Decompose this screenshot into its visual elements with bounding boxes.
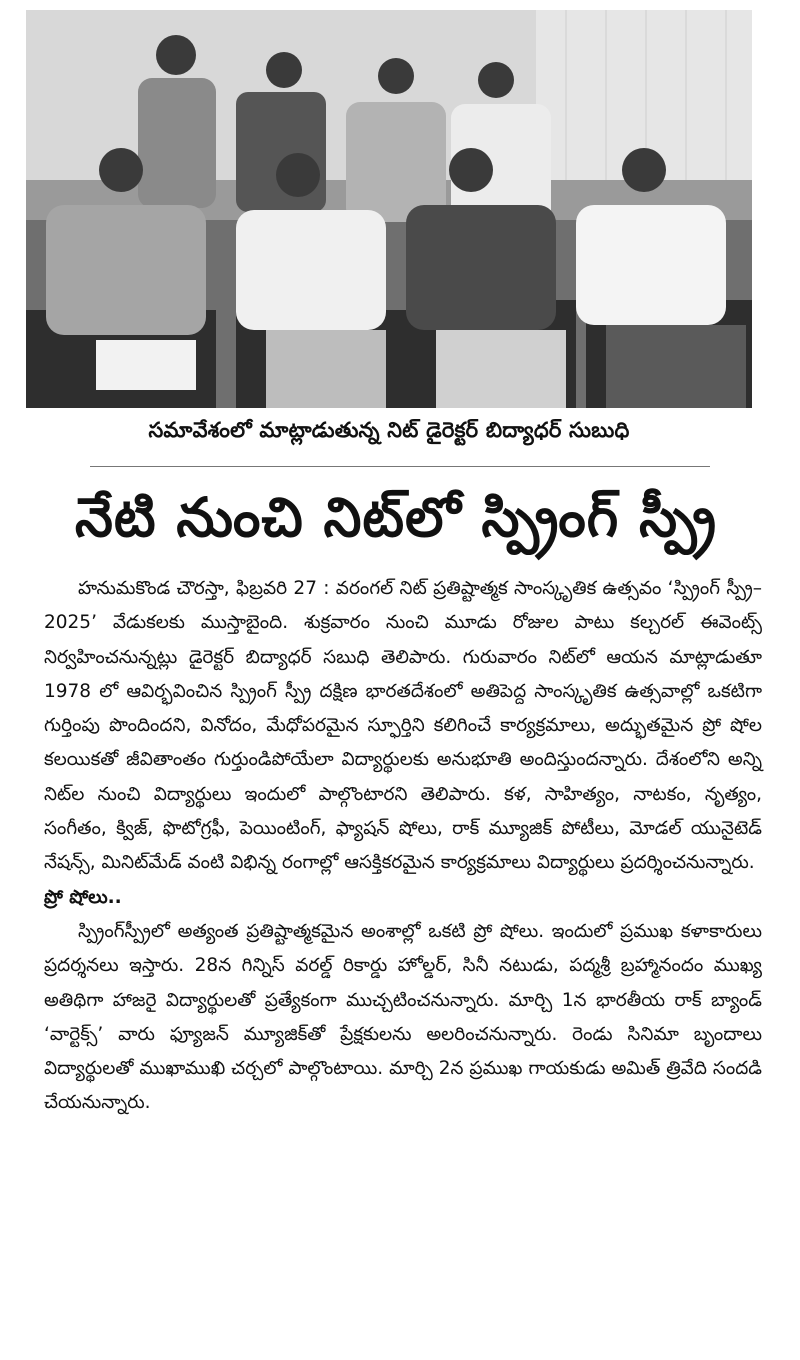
article-paragraph-2: స్ప్రింగ్‌స్ప్రీలో అత్యంత ప్రతిష్టాత్మకమైన అంశాల్లో ఒకటి ప్రో షోలు. ఇందులో ప్రముఖ కళాకారులు ప్రదర్శనలు ఇస్తారు. 28న గిన్నిస్ వరల్డ్ రికార్డు హోల్డర్, సినీ నటుడు, పద్మశ్రీ బ్రహ్మానందం ముఖ్య అతిథిగా హాజరై విద్యార్థులతో ప్రత్యేకంగా ముచ్చటించనున్నారు. మార్చి 1న భారతీయ రాక్ బ్యాండ్ ‘వార్టెక్స్’ వారు ఫ్యూజన్ మ్యూజిక్‌తో ప్రేక్షకులను అలరించనున్నారు. రెండు సినిమా బృందాలు విద్యార్థులతో ముఖాముఖి చర్చలో పాల్గొంటాయి. మార్చి 2న ప్రముఖ గాయకుడు అమిత్ త్రివేది సందడి చేయనున్నారు. [44,920,762,1114]
caption-divider [90,466,710,467]
photo-caption: సమావేశంలో మాట్లాడుతున్న నిట్ డైరెక్టర్ బిద్యాధర్ సుబుధి [148,418,630,442]
press-meet-photo [26,10,752,408]
news-photo [26,10,752,408]
article-subheading: ప్రో షోలు.. [44,886,122,908]
page-title: నేటి నుంచి నిట్‌లో స్ప్రింగ్ స్ప్రీ [74,486,718,549]
article-body [44,572,762,1121]
article-paragraph-1: హనుమకొండ చౌరస్తా, ఫిబ్రవరి 27 : వరంగల్ నిట్ ప్రతిష్టాత్మక సాంస్కృతిక ఉత్సవం ‘స్ప్రింగ్ స్ప్రీ–2025’ వేడుకలకు ముస్తాబైంది. శుక్రవారం నుంచి మూడు రోజుల పాటు కల్చరల్ ఈవెంట్స్ నిర్వహించనున్నట్లు డైరెక్టర్ బిద్యాధర్ సబుధి తెలిపారు. గురువారం నిట్‌లో ఆయన మాట్లాడుతూ 1978 లో ఆవిర్భవించిన స్ప్రింగ్ స్ప్రీ దక్షిణ భారతదేశంలో అతిపెద్ద సాంస్కృతిక ఉత్సవాల్లో ఒకటిగా గుర్తింపు పొందిందని, వినోదం, మేధోపరమైన స్ఫూర్తిని కలిగించే కార్యక్రమాలు, అద్భుతమైన ప్రో షోల కలయికతో జీవితాంతం గుర్తుండిపోయేలా విద్యార్థులకు అనుభూతి అందిస్తుందన్నారు. దేశంలోని అన్ని నిట్‌ల నుంచి విద్యార్థులు ఇందులో పాల్గొంటారని తెలిపారు. కళ, సాహిత్యం, నాటకం, నృత్యం, సంగీతం, క్విజ్, ఫొటోగ్రఫీ, పెయింటింగ్, ఫ్యాషన్ షోలు, రాక్ మ్యూజిక్ పోటీలు, మోడల్ యునైటెడ్ నేషన్స్, మినిట్‌మేడ్ వంటి విభిన్న రంగాల్లో ఆసక్తికరమైన కార్యక్రమాలు విద్యార్థులు ప్రదర్శించనున్నారు. [44,578,762,874]
